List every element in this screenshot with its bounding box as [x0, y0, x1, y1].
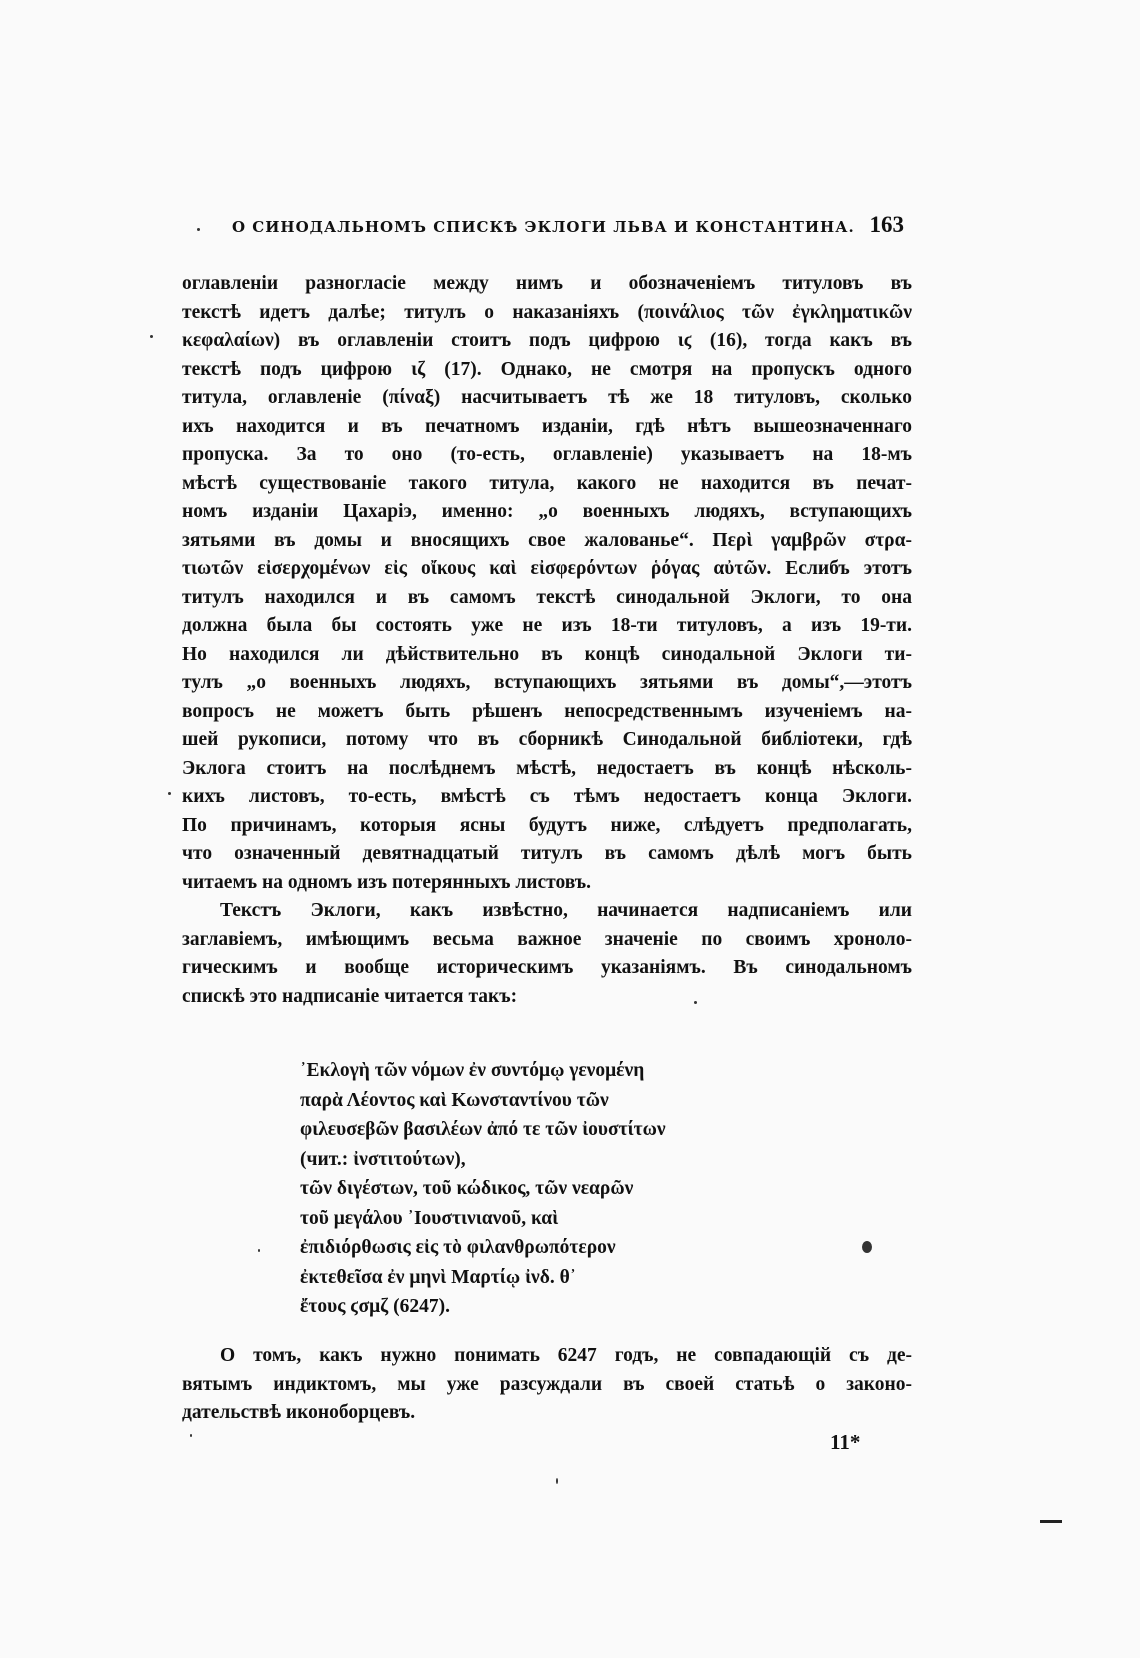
scan-speck — [694, 1001, 697, 1004]
text-line: тулъ „о военныхъ людяхъ, вступающихъ зятьями въ домы“,—этотъ — [182, 672, 912, 693]
text-line: спискѣ это надписаніе читается такъ: — [182, 985, 518, 1007]
quote-line: ᾿Εκλογὴ τῶν νόμων ἐν συντόμῳ γενομένη — [300, 1060, 645, 1081]
quote-line: (чит.: ἰνστιτούτων), — [300, 1148, 466, 1170]
paragraph-2 — [182, 897, 912, 1011]
scan-speck — [258, 1249, 260, 1252]
text-line: гическимъ и вообще историческимъ указаніямъ. Въ синодальномъ — [182, 957, 912, 978]
text-line: τιωτῶν εἰσερχομένων εἰς οἴκους καὶ εἰσφερόντων ῥόγας αὐτῶν. Еслибъ этотъ — [182, 558, 912, 579]
text-line: ихъ находится и въ печатномъ изданіи, гдѣ нѣтъ вышеозначеннаго — [182, 415, 912, 437]
quote-line: φιλευσεβῶν βασιλέων ἀπό τε τῶν ἰουστίτων — [300, 1119, 666, 1140]
text-line: О томъ, какъ нужно понимать 6247 годъ, не совпадающій съ де- — [220, 1345, 912, 1366]
paragraph-3 — [182, 1342, 912, 1428]
text-line: титула, оглавленіе (πίναξ) насчитываетъ тѣ же 18 титуловъ, сколько — [182, 387, 912, 408]
text-line: вопросъ не можетъ быть рѣшенъ непосредственнымъ изученіемъ на- — [182, 700, 912, 722]
text-line: номъ изданіи Цахаріэ, именно: „о военныхъ людяхъ, вступающихъ — [182, 501, 912, 522]
page-number: 163 — [869, 212, 904, 237]
text-line: Эклога стоитъ на послѣднемъ мѣстѣ, недостаетъ въ концѣ нѣсколь- — [182, 757, 912, 779]
text-line: зятьями въ домы и вносящихъ свое жалованье“. Περὶ γαμβρῶν στρα- — [182, 529, 912, 551]
text-line: шей рукописи, потому что въ сборникѣ Синодальной библіотеки, гдѣ — [182, 729, 912, 750]
scan-speck — [168, 792, 171, 795]
text-line: дательствѣ иконоборцевъ. — [182, 1402, 416, 1423]
text-line: мѣстѣ существованіе такого титула, какого не находится въ печат- — [182, 472, 912, 494]
text-line: вятымъ индиктомъ, мы уже разсуждали въ своей статьѣ о законо- — [182, 1373, 912, 1395]
text-line: кихъ листовъ, то-есть, вмѣстѣ съ тѣмъ недостаетъ конца Эклоги. — [182, 786, 912, 807]
text-line: пропуска. За то оно (то-есть, оглавленіе) указываетъ на 18-мъ — [182, 444, 912, 465]
main-text — [182, 270, 912, 1011]
quote-line: τοῦ μεγάλου ᾿Ιουστινιανοῦ, καὶ — [300, 1207, 559, 1229]
quote-line: ἐπιδιόρθωσις εἰς τὸ φιλανθρωπότερον — [300, 1237, 616, 1258]
text-line: что означенный девятнадцатый титулъ въ самомъ дѣлѣ могъ быть — [182, 843, 912, 864]
text-line: заглавіемъ, имѣющимъ весьма важное значеніе по своимъ хроноло- — [182, 928, 912, 950]
text-line: Но находился ли дѣйствительно въ концѣ синодальной Эклоги ти- — [182, 643, 912, 665]
text-line: должна была бы состоять уже не изъ 18-ти титуловъ, а изъ 19-ти. — [182, 615, 912, 636]
scan-speck — [556, 1478, 558, 1484]
quote-line: παρὰ Λέοντος καὶ Κωνσταντίνου τῶν — [300, 1089, 609, 1111]
scan-speck — [197, 228, 200, 231]
page-header — [192, 212, 904, 256]
quote-line: ἐκτεθεῖσα ἐν μηνὶ Μαρτίῳ ἰνδ. θ᾿ — [300, 1266, 577, 1288]
text-line: Текстъ Эклоги, какъ извѣстно, начинается надписаніемъ или — [220, 900, 912, 921]
text-line: текстѣ идетъ далѣе; титулъ о наказаніяхъ (ποινάλιος τῶν ἐγκληματικῶν — [182, 301, 912, 323]
signature-mark: 11* — [830, 1430, 861, 1454]
quote-line: ἔτους ϛσμζ (6247). — [300, 1296, 450, 1317]
text-line: читаемъ на одномъ изъ потерянныхъ листовъ. — [182, 871, 592, 893]
text-line: текстѣ подъ цифрою ιζ (17). Однако, не смотря на пропускъ одного — [182, 358, 912, 380]
paragraph-1 — [182, 270, 912, 897]
text-line: титулъ находился и въ самомъ текстѣ синодальной Эклоги, то она — [182, 586, 912, 608]
scan-artifact-bar — [1040, 1520, 1062, 1523]
scan-speck — [150, 335, 153, 338]
scan-speck — [862, 1241, 872, 1253]
scan-speck — [190, 1434, 192, 1437]
text-line: оглавленіи разногласіе между нимъ и обозначеніемъ титуловъ въ — [182, 273, 912, 294]
text-line: По причинамъ, которыя ясны будутъ ниже, слѣдуетъ предполагать, — [182, 814, 912, 836]
text-line: κεφαλαίων) въ оглавленіи стоитъ подъ цифрою ιϛ (16), тогда какъ въ — [182, 330, 912, 351]
quote-line: τῶν διγέστων, τοῦ κώδικος, τῶν νεαρῶν — [300, 1178, 634, 1199]
greek-quotation — [300, 1056, 760, 1322]
running-head: О СИНОДАЛЬНОМЪ СПИСКѢ ЭКЛОГИ ЛЬВА И КОНСТАНТИНА. — [232, 218, 855, 236]
